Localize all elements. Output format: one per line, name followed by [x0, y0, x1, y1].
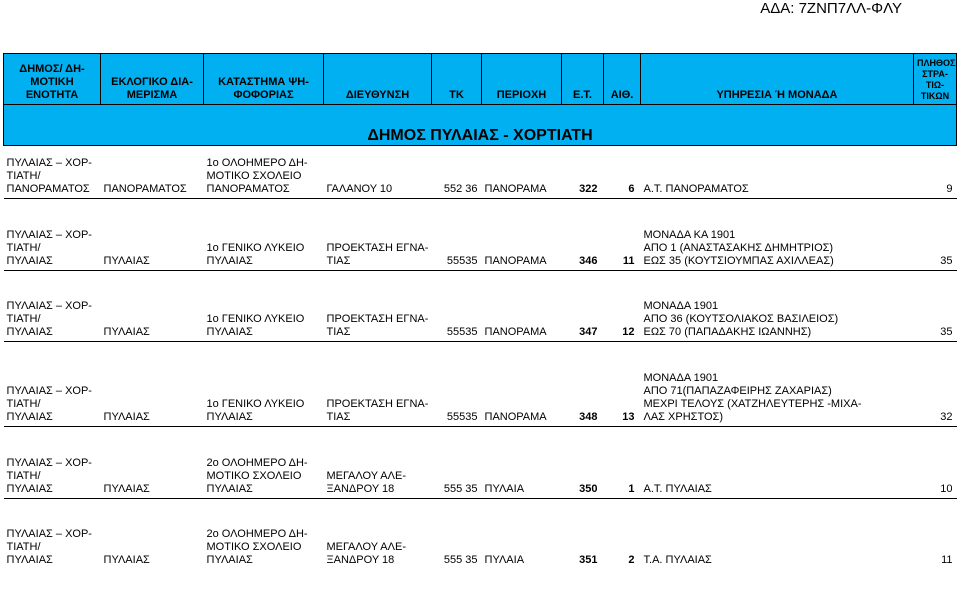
- cell-et: 351: [579, 554, 598, 566]
- cell-ypiresia: ΜΟΝΑΔΑ ΚΑ 1901 ΑΠΟ 1 (ΑΝΑΣΤΑΣΑΚΗΣ ΔΗΜΗΤΡΙΟΣ) ΕΩΣ 35 (ΚΟΥΤΣΙΟΥΜΠΑΣ ΑΧΙΛΛΕΑΣ): [643, 228, 834, 267]
- cell-plithos: 9: [946, 183, 953, 195]
- col-header-dieuthynsi: ΔΙΕΥΘΥΝΣΗ: [324, 54, 432, 105]
- header-row: [4, 54, 957, 105]
- col-header-katastima: ΚΑΤΑΣΤΗΜΑ ΨΗ- ΦΟΦΟΡΙΑΣ: [204, 54, 324, 105]
- cell-katastima: 2ο ΟΛΟΗΜΕΡΟ ΔΗ- ΜΟΤΙΚΟ ΣΧΟΛΕΙΟ ΠΥΛΑΙΑΣ: [206, 457, 308, 495]
- cell-dieuthynsi: ΜΕΓΑΛΟΥ ΑΛΕ- ΞΑΝΔΡΟΥ 18: [326, 541, 406, 566]
- cell-periochi: ΠΑΝΟΡΑΜΑ: [484, 183, 547, 195]
- cell-et: 350: [579, 483, 598, 495]
- cell-ypiresia: Τ.Α. ΠΥΛΑΙΑΣ: [643, 554, 712, 566]
- table-row: [4, 499, 957, 569]
- table-row: [4, 146, 957, 199]
- cell-ypiresia: Α.Τ. ΠΥΛΑΙΑΣ: [643, 483, 712, 495]
- cell-aith: 13: [622, 410, 635, 423]
- cell-dimos: ΠΥΛΑΙΑΣ – ΧΟΡ- ΤΙΑΤΗ/ ΠΥΛΑΙΑΣ: [6, 228, 92, 267]
- cell-katastima: 2ο ΟΛΟΗΜΕΡΟ ΔΗ- ΜΟΤΙΚΟ ΣΧΟΛΕΙΟ ΠΥΛΑΙΑΣ: [206, 528, 308, 566]
- cell-dimos: ΠΥΛΑΙΑΣ – ΧΟΡ- ΤΙΑΤΗ/ ΠΥΛΑΙΑΣ: [6, 384, 92, 423]
- cell-dimos: ΠΥΛΑΙΑΣ – ΧΟΡ- ΤΙΑΤΗ/ ΠΑΝΟΡΑΜΑΤΟΣ: [6, 157, 92, 195]
- cell-periochi: ΠΥΛΑΙΑ: [484, 483, 525, 495]
- cell-plithos: 35: [940, 254, 953, 267]
- cell-periochi: ΠΑΝΟΡΑΜΑ: [484, 410, 547, 423]
- section-title: ΔΗΜΟΣ ΠΥΛΑΙΑΣ - ΧΟΡΤΙΑΤΗ: [4, 105, 957, 146]
- col-header-periochi: ΠΕΡΙΟΧΗ: [482, 54, 562, 105]
- cell-dimos: ΠΥΛΑΙΑΣ – ΧΟΡ- ΤΙΑΤΗ/ ΠΥΛΑΙΑΣ: [6, 300, 92, 338]
- cell-dimos: ΠΥΛΑΙΑΣ – ΧΟΡ- ΤΙΑΤΗ/ ΠΥΛΑΙΑΣ: [6, 457, 92, 495]
- col-header-tk: ΤΚ: [432, 54, 482, 105]
- ada-stamp: ΑΔΑ: 7ΖΝΠ7ΛΛ-ΦΛΥ: [760, 0, 902, 17]
- cell-et: 322: [579, 183, 598, 195]
- cell-katastima: 1ο ΟΛΟΗΜΕΡΟ ΔΗ- ΜΟΤΙΚΟ ΣΧΟΛΕΙΟ ΠΑΝΟΡΑΜΑΤΟΣ: [206, 157, 308, 195]
- cell-tk: 55535: [446, 326, 478, 338]
- cell-periochi: ΠΑΝΟΡΑΜΑ: [484, 254, 547, 267]
- table-row: [4, 342, 957, 426]
- cell-et: 347: [579, 326, 598, 338]
- cell-dimos: ΠΥΛΑΙΑΣ – ΧΟΡ- ΤΙΑΤΗ/ ΠΥΛΑΙΑΣ: [6, 528, 92, 566]
- cell-et: 346: [579, 254, 598, 267]
- cell-tk: 552 36: [443, 183, 478, 195]
- cell-tk: 555 35: [443, 554, 478, 566]
- cell-et: 348: [579, 410, 598, 423]
- cell-aith: 11: [622, 254, 635, 267]
- cell-dieuthynsi: ΜΕΓΑΛΟΥ ΑΛΕ- ΞΑΝΔΡΟΥ 18: [326, 470, 406, 495]
- col-header-eklogiko: ΕΚΛΟΓΙΚΟ ΔΙΑ- ΜΕΡΙΣΜΑ: [101, 54, 204, 105]
- section-title-row: [4, 105, 957, 146]
- cell-dieuthynsi: ΓΑΛΑΝΟΥ 10: [326, 183, 393, 195]
- cell-katastima: 1ο ΓΕΝΙΚΟ ΛΥΚΕΙΟ ΠΥΛΑΙΑΣ: [206, 313, 305, 338]
- col-header-plithos: ΠΛΗΘΟΣ ΣΤΡΑ- ΤΙΩ-ΤΙΚΩΝ: [914, 54, 957, 105]
- cell-plithos: 10: [940, 483, 953, 495]
- cell-plithos: 35: [940, 326, 953, 338]
- table-row: [4, 427, 957, 499]
- cell-dieuthynsi: ΠΡΟΕΚΤΑΣΗ ΕΓΝΑ- ΤΙΑΣ: [326, 241, 429, 267]
- cell-dieuthynsi: ΠΡΟΕΚΤΑΣΗ ΕΓΝΑ- ΤΙΑΣ: [326, 313, 429, 338]
- polling-stations-table: [3, 53, 957, 569]
- cell-periochi: ΠΥΛΑΙΑ: [484, 554, 525, 566]
- cell-ypiresia: ΜΟΝΑΔΑ 1901 ΑΠΟ 36 (ΚΟΥΤΣΟΛΙΑΚΟΣ ΒΑΣΙΛΕΙΟΣ) ΕΩΣ 70 (ΠΑΠΑΔΑΚΗΣ ΙΩΑΝΝΗΣ): [643, 300, 839, 338]
- cell-tk: 55535: [446, 254, 478, 267]
- cell-ypiresia: Α.Τ. ΠΑΝΟΡΑΜΑΤΟΣ: [643, 183, 749, 195]
- cell-dieuthynsi: ΠΡΟΕΚΤΑΣΗ ΕΓΝΑ- ΤΙΑΣ: [326, 397, 429, 423]
- cell-katastima: 1ο ΓΕΝΙΚΟ ΛΥΚΕΙΟ ΠΥΛΑΙΑΣ: [206, 397, 305, 423]
- cell-ypiresia: ΜΟΝΑΔΑ 1901 ΑΠΟ 71(ΠΑΠΑΖΑΦΕΙΡΗΣ ΖΑΧΑΡΙΑΣ) ΜΕΧΡΙ ΤΕΛΟΥΣ (ΧΑΤΖΗΛΕΥΤΕΡΗΣ -ΜΙΧΑ- ΛΑΣ ΧΡΗΣΤΟΣ): [643, 371, 862, 423]
- cell-plithos: 32: [940, 410, 953, 423]
- table-row: [4, 199, 957, 270]
- col-header-ypiresia: ΥΠΗΡΕΣΙΑ Ή ΜΟΝΑΔΑ: [641, 54, 914, 105]
- col-header-aith: ΑΙΘ.: [604, 54, 641, 105]
- table-row: [4, 271, 957, 342]
- cell-diamerisma: ΠΥΛΑΙΑΣ: [103, 410, 150, 423]
- cell-diamerisma: ΠΥΛΑΙΑΣ: [103, 254, 150, 267]
- cell-diamerisma: ΠΑΝΟΡΑΜΑΤΟΣ: [103, 183, 187, 195]
- cell-tk: 55535: [446, 410, 478, 423]
- cell-katastima: 1ο ΓΕΝΙΚΟ ΛΥΚΕΙΟ ΠΥΛΑΙΑΣ: [206, 241, 305, 267]
- cell-diamerisma: ΠΥΛΑΙΑΣ: [103, 326, 150, 338]
- cell-diamerisma: ΠΥΛΑΙΑΣ: [103, 483, 150, 495]
- cell-plithos: 11: [941, 554, 953, 566]
- cell-aith: 6: [628, 183, 635, 195]
- cell-diamerisma: ΠΥΛΑΙΑΣ: [103, 554, 150, 566]
- cell-aith: 12: [622, 326, 635, 338]
- cell-aith: 1: [628, 483, 635, 495]
- col-header-et: Ε.Τ.: [562, 54, 604, 105]
- cell-tk: 555 35: [443, 483, 478, 495]
- cell-aith: 2: [628, 554, 635, 566]
- cell-periochi: ΠΑΝΟΡΑΜΑ: [484, 326, 547, 338]
- col-header-dimos: ΔΗΜΟΣ/ ΔΗ- ΜΟΤΙΚΗ ΕΝΟΤΗΤΑ: [4, 54, 101, 105]
